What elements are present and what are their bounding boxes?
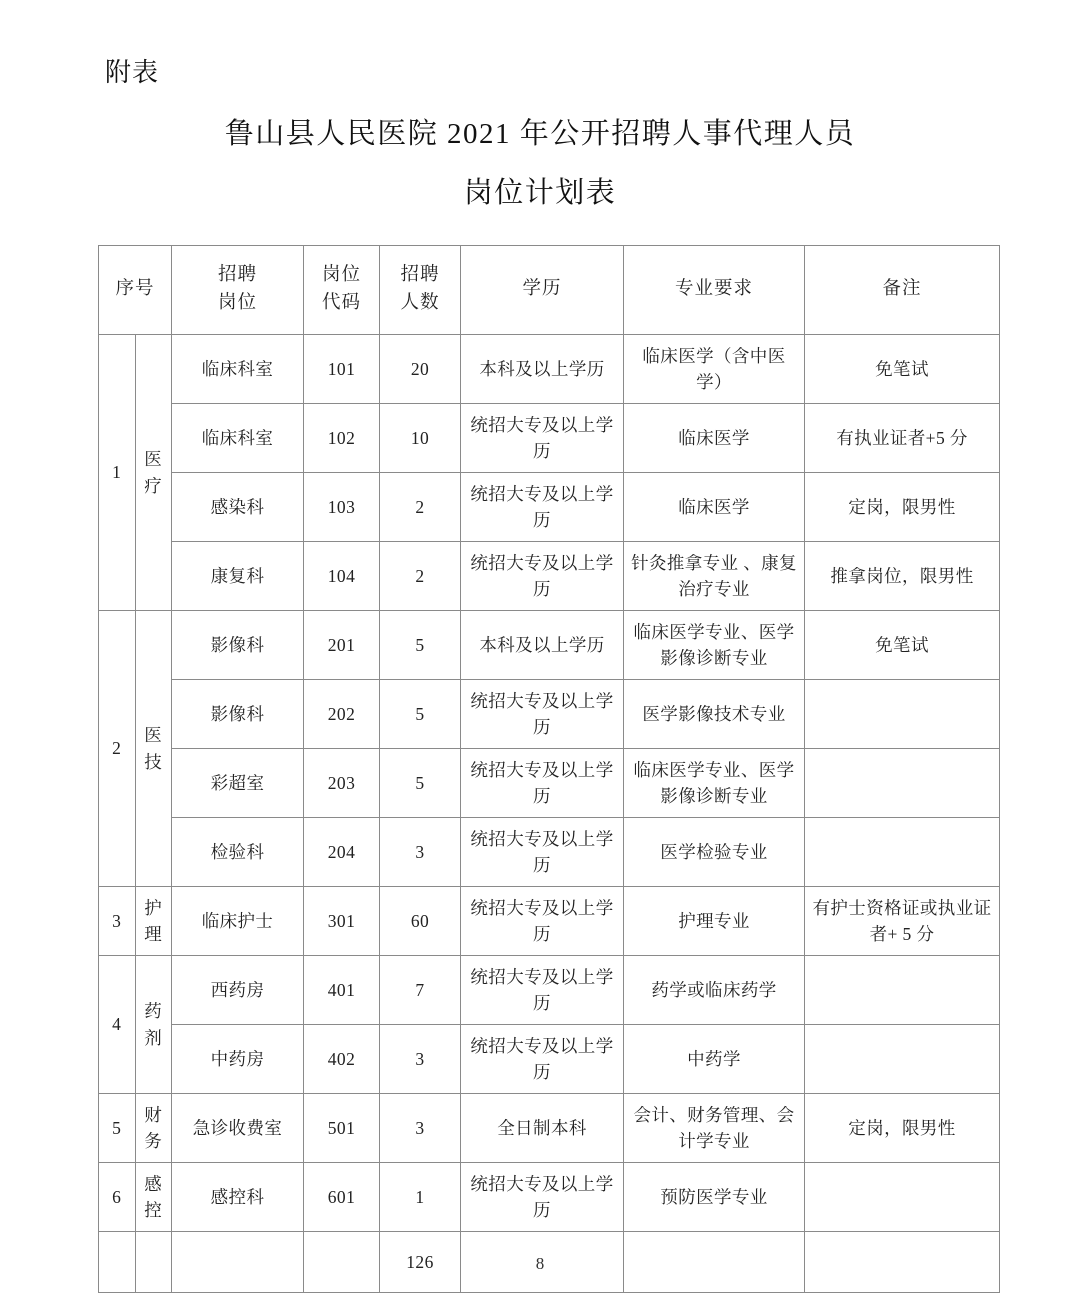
cell-note: 定岗，限男性 (805, 1094, 1000, 1163)
cell-education: 统招大专及以上学历 (461, 1163, 624, 1232)
cell-post: 彩超室 (172, 749, 304, 818)
cell-count: 3 (380, 818, 461, 887)
header-seq: 序号 (99, 246, 172, 335)
cell-major: 临床医学 (624, 404, 805, 473)
cell-seq: 6 (99, 1163, 136, 1232)
header-note: 备注 (805, 246, 1000, 335)
table-row (99, 611, 1000, 680)
cell-count: 2 (380, 542, 461, 611)
cell-category: 医疗 (135, 335, 172, 611)
cell-code: 101 (304, 335, 380, 404)
total-cell-count: 126 (380, 1232, 461, 1293)
cell-code: 301 (304, 887, 380, 956)
cell-education: 统招大专及以上学历 (461, 956, 624, 1025)
cell-count: 20 (380, 335, 461, 404)
cell-post: 感染科 (172, 473, 304, 542)
cell-count: 5 (380, 611, 461, 680)
table-row (99, 680, 1000, 749)
header-post-line2: 岗位 (217, 293, 257, 313)
table-row (99, 473, 1000, 542)
page-number: 8 (535, 1254, 545, 1273)
cell-note: 定岗，限男性 (805, 473, 1000, 542)
job-plan-table (98, 245, 1000, 1293)
cell-education: 统招大专及以上学历 (461, 680, 624, 749)
cell-seq: 2 (99, 611, 136, 887)
cell-seq: 1 (99, 335, 136, 611)
cell-count: 3 (380, 1025, 461, 1094)
cell-note (805, 749, 1000, 818)
attachment-label: 附表 (105, 58, 160, 87)
cell-note (805, 680, 1000, 749)
cell-category: 感控 (135, 1163, 172, 1232)
header-major: 专业要求 (624, 246, 805, 335)
cell-major: 针灸推拿专业 、康复治疗专业 (624, 542, 805, 611)
cell-education: 本科及以上学历 (461, 335, 624, 404)
cell-education: 全日制本科 (461, 1094, 624, 1163)
table-header-row (99, 246, 1000, 335)
cell-education: 统招大专及以上学历 (461, 1025, 624, 1094)
cell-major: 预防医学专业 (624, 1163, 805, 1232)
cell-note (805, 1025, 1000, 1094)
header-post-line1: 招聘 (217, 265, 257, 286)
cell-count: 7 (380, 956, 461, 1025)
cell-education: 统招大专及以上学历 (461, 473, 624, 542)
cell-post: 西药房 (172, 956, 304, 1025)
table-row (99, 542, 1000, 611)
cell-major: 医学影像技术专业 (624, 680, 805, 749)
table-row (99, 887, 1000, 956)
cell-count: 2 (380, 473, 461, 542)
cell-education: 本科及以上学历 (461, 611, 624, 680)
cell-count: 5 (380, 680, 461, 749)
table-row (99, 818, 1000, 887)
cell-post: 康复科 (172, 542, 304, 611)
table-row (99, 404, 1000, 473)
header-count-line2: 人数 (400, 293, 440, 313)
cell-code: 103 (304, 473, 380, 542)
cell-code: 601 (304, 1163, 380, 1232)
cell-post: 检验科 (172, 818, 304, 887)
cell-education: 统招大专及以上学历 (461, 749, 624, 818)
cell-major: 中药学 (624, 1025, 805, 1094)
cell-note: 免笔试 (805, 611, 1000, 680)
cell-note (805, 956, 1000, 1025)
cell-code: 201 (304, 611, 380, 680)
cell-code: 401 (304, 956, 380, 1025)
cell-post: 临床科室 (172, 335, 304, 404)
cell-note (805, 818, 1000, 887)
cell-category: 医技 (135, 611, 172, 887)
cell-major: 临床医学专业、医学影像诊断专业 (624, 611, 805, 680)
cell-code: 102 (304, 404, 380, 473)
cell-code: 204 (304, 818, 380, 887)
cell-education: 统招大专及以上学历 (461, 542, 624, 611)
cell-category: 财务 (135, 1094, 172, 1163)
cell-post: 感控科 (172, 1163, 304, 1232)
cell-note: 有执业证者+5 分 (805, 404, 1000, 473)
cell-code: 402 (304, 1025, 380, 1094)
cell-code: 501 (304, 1094, 380, 1163)
cell-note: 有护士资格证或执业证者+ 5 分 (805, 887, 1000, 956)
header-post (172, 246, 304, 335)
cell-count: 1 (380, 1163, 461, 1232)
table-header (99, 246, 1000, 335)
cell-post: 急诊收费室 (172, 1094, 304, 1163)
cell-code: 202 (304, 680, 380, 749)
cell-count: 60 (380, 887, 461, 956)
header-count-line1: 招聘 (400, 265, 440, 286)
cell-category: 药剂 (135, 956, 172, 1094)
header-code-line2: 代码 (321, 293, 361, 313)
table-row (99, 749, 1000, 818)
page-title-line2: 岗位计划表 (463, 176, 617, 209)
header-code-line1: 岗位 (321, 265, 361, 286)
cell-major: 医学检验专业 (624, 818, 805, 887)
cell-major: 护理专业 (624, 887, 805, 956)
header-count (380, 246, 461, 335)
cell-seq: 5 (99, 1094, 136, 1163)
cell-seq: 4 (99, 956, 136, 1094)
table-row (99, 1163, 1000, 1232)
table-row (99, 1025, 1000, 1094)
cell-count: 10 (380, 404, 461, 473)
cell-major: 会计、财务管理、会计学专业 (624, 1094, 805, 1163)
cell-education: 统招大专及以上学历 (461, 887, 624, 956)
header-education: 学历 (461, 246, 624, 335)
cell-seq: 3 (99, 887, 136, 956)
cell-post: 临床科室 (172, 404, 304, 473)
cell-education: 统招大专及以上学历 (461, 818, 624, 887)
cell-note: 免笔试 (805, 335, 1000, 404)
cell-code: 104 (304, 542, 380, 611)
cell-major: 临床医学（含中医学） (624, 335, 805, 404)
table-body (99, 335, 1000, 1293)
cell-major: 临床医学专业、医学影像诊断专业 (624, 749, 805, 818)
page-title (0, 112, 1080, 216)
cell-count: 3 (380, 1094, 461, 1163)
cell-count: 5 (380, 749, 461, 818)
cell-category: 护理 (135, 887, 172, 956)
table-row (99, 1094, 1000, 1163)
cell-post: 影像科 (172, 680, 304, 749)
cell-note: 推拿岗位，限男性 (805, 542, 1000, 611)
cell-education: 统招大专及以上学历 (461, 404, 624, 473)
cell-post: 临床护士 (172, 887, 304, 956)
table-row (99, 956, 1000, 1025)
header-code (304, 246, 380, 335)
cell-post: 中药房 (172, 1025, 304, 1094)
cell-post: 影像科 (172, 611, 304, 680)
table-row (99, 335, 1000, 404)
cell-code: 203 (304, 749, 380, 818)
cell-major: 药学或临床药学 (624, 956, 805, 1025)
cell-major: 临床医学 (624, 473, 805, 542)
page-title-line1: 鲁山县人民医院 2021 年公开招聘人事代理人员 (224, 118, 856, 150)
cell-note (805, 1163, 1000, 1232)
